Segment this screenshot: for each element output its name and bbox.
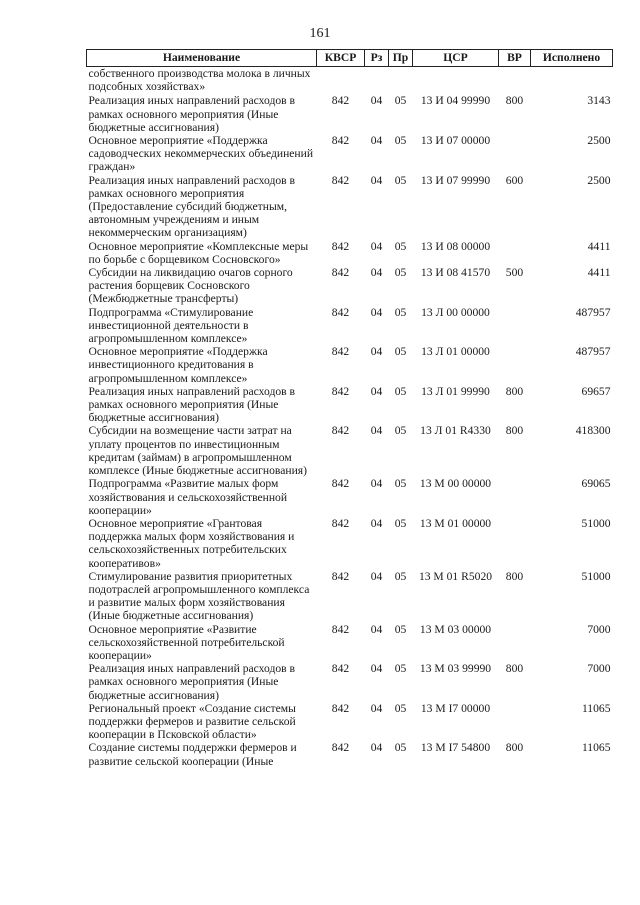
table-header (87, 50, 613, 67)
row-rz: 04 (370, 701, 383, 715)
row-name: Основное мероприятие «Грантовая поддержка малых форм хозяйствования и сельскохозяйственных потребительских кооперативов» (88, 516, 295, 570)
row-done: 4411 (587, 239, 611, 253)
row-done: 11065 (581, 741, 611, 755)
row-rz: 04 (370, 424, 383, 438)
row-name: Реализация иных направлений расходов в рамках основного мероприятия (Иные бюджетные ассигнования) (88, 384, 295, 425)
row-rz: 04 (370, 477, 383, 491)
row-done: 2500 (587, 134, 611, 148)
header-csr: ЦСР (413, 50, 499, 67)
row-name: Создание системы поддержки фермеров и развитие сельской кооперации (Иные (88, 741, 297, 768)
row-csr: 13 М 01 00000 (419, 516, 492, 530)
table-row (87, 174, 613, 240)
row-kvsr: 842 (331, 266, 350, 280)
row-done: 69065 (581, 477, 611, 491)
row-vr: 800 (505, 741, 524, 755)
row-csr: 13 М I7 00000 (420, 701, 491, 715)
table-row (87, 623, 613, 663)
row-pr: 05 (394, 662, 407, 676)
row-vr: 500 (505, 266, 524, 280)
row-vr: 600 (505, 173, 524, 187)
row-pr: 05 (394, 173, 407, 187)
row-vr (499, 306, 531, 346)
table-row (87, 94, 613, 134)
row-pr: 05 (394, 266, 407, 280)
row-pr: 05 (394, 134, 407, 148)
row-pr: 05 (394, 516, 407, 530)
table-row (87, 477, 613, 517)
row-vr: 800 (505, 569, 524, 583)
row-kvsr: 842 (331, 134, 350, 148)
row-done: 69657 (581, 384, 611, 398)
row-csr: 13 Л 00 00000 (421, 305, 490, 319)
row-csr: 13 Л 01 99990 (421, 384, 490, 398)
row-csr: 13 М 01 R5020 (418, 569, 493, 583)
row-kvsr: 842 (331, 173, 350, 187)
row-name: Основное мероприятие «Развитие сельскохозяйственной потребительской кооперации» (88, 622, 285, 662)
row-pr: 05 (394, 701, 407, 715)
row-pr: 05 (394, 305, 407, 319)
row-kvsr: 842 (331, 239, 350, 253)
row-kvsr: 842 (331, 662, 350, 676)
row-csr: 13 И 07 99990 (420, 173, 491, 187)
row-pr: 05 (394, 94, 407, 108)
row-kvsr: 842 (331, 516, 350, 530)
row-vr: 800 (505, 384, 524, 398)
row-name: Основное мероприятие «Поддержка садоводческих некоммерческих объединений граждан» (88, 134, 314, 174)
table-row (87, 67, 613, 95)
row-name: собственного производства молока в личных подсобных хозяйствах» (88, 67, 311, 94)
row-done: 487957 (575, 305, 611, 319)
row-done: 3143 (587, 94, 611, 108)
row-rz: 04 (370, 173, 383, 187)
row-csr: 13 И 08 00000 (420, 239, 491, 253)
page-number: 161 (309, 26, 331, 41)
row-csr: 13 Л 01 R4330 (420, 424, 491, 438)
row-kvsr (317, 67, 365, 95)
row-done: 2500 (587, 173, 611, 187)
table-row (87, 266, 613, 306)
table-row (87, 240, 613, 266)
row-vr: 800 (505, 94, 524, 108)
header-kvsr: КВСР (317, 50, 365, 67)
row-name: Подпрограмма «Развитие малых форм хозяйствования и сельскохозяйственной кооперации» (88, 477, 288, 517)
row-kvsr: 842 (331, 569, 350, 583)
table-row (87, 662, 613, 702)
row-done: 51000 (581, 569, 611, 583)
row-name: Подпрограмма «Стимулирование инвестиционной деятельности в агропромышленном комплексе» (88, 305, 254, 346)
row-name: Стимулирование развития приоритетных подотраслей агропромышленного комплекса и развитие малых форм хозяйствования (Иные бюджетные ассигнования) (88, 569, 310, 623)
header-vr: ВР (499, 50, 531, 67)
row-rz: 04 (370, 662, 383, 676)
row-pr: 05 (394, 622, 407, 636)
row-vr: 800 (505, 662, 524, 676)
row-pr: 05 (394, 345, 407, 359)
header-done: Исполнено (531, 50, 613, 67)
table-row (87, 385, 613, 425)
row-pr: 05 (394, 741, 407, 755)
row-rz: 04 (370, 266, 383, 280)
row-kvsr: 842 (331, 345, 350, 359)
row-done: 51000 (581, 516, 611, 530)
table-row (87, 424, 613, 477)
row-pr: 05 (394, 384, 407, 398)
row-csr: 13 М I7 54800 (420, 741, 491, 755)
row-vr (499, 623, 531, 663)
row-kvsr: 842 (331, 384, 350, 398)
row-csr: 13 М 00 00000 (419, 477, 492, 491)
row-vr (499, 67, 531, 95)
row-rz (365, 67, 389, 95)
table-row (87, 134, 613, 174)
row-rz: 04 (370, 345, 383, 359)
table-body (87, 67, 613, 768)
row-vr: 800 (505, 424, 524, 438)
row-kvsr: 842 (331, 424, 350, 438)
row-kvsr: 842 (331, 477, 350, 491)
row-vr (499, 134, 531, 174)
row-done: 487957 (575, 345, 611, 359)
row-name: Субсидии на ликвидацию очагов сорного растения борщевик Сосновского (Межбюджетные трансферты) (88, 266, 293, 306)
row-name: Реализация иных направлений расходов в рамках основного мероприятия (Иные бюджетные ассигнования) (88, 662, 295, 702)
row-csr: 13 М 03 00000 (419, 622, 492, 636)
header-rz: Рз (365, 50, 389, 67)
table-row (87, 345, 613, 385)
row-rz: 04 (370, 305, 383, 319)
row-rz: 04 (370, 239, 383, 253)
row-vr (499, 517, 531, 570)
row-name: Субсидии на возмещение части затрат на уплату процентов по инвестиционным кредитам (займам) в агропромышленном комплексе (Иные бюджетные ассигнования) (88, 424, 307, 478)
row-pr: 05 (394, 424, 407, 438)
row-name: Региональный проект «Создание системы поддержки фермеров и развитие сельской кооперации в Псковской области» (88, 701, 296, 742)
row-kvsr: 842 (331, 305, 350, 319)
row-kvsr: 842 (331, 741, 350, 755)
row-csr: 13 Л 01 00000 (421, 345, 490, 359)
header-pr: Пр (389, 50, 413, 67)
table-row (87, 306, 613, 346)
row-done: 4411 (587, 266, 611, 280)
row-rz: 04 (370, 134, 383, 148)
row-csr: 13 И 04 99990 (420, 94, 491, 108)
row-done: 7000 (587, 622, 611, 636)
row-done (531, 67, 613, 95)
row-csr: 13 М 03 99990 (419, 662, 492, 676)
row-rz: 04 (370, 622, 383, 636)
table-row (87, 570, 613, 623)
row-done: 7000 (587, 662, 611, 676)
row-done: 418300 (575, 424, 611, 438)
row-pr: 05 (394, 477, 407, 491)
table-row (87, 702, 613, 742)
row-rz: 04 (370, 516, 383, 530)
row-name: Основное мероприятие «Поддержка инвестиционного кредитования в агропромышленном комплексе» (88, 345, 268, 385)
row-rz: 04 (370, 384, 383, 398)
row-pr: 05 (394, 239, 407, 253)
header-name: Наименование (87, 50, 317, 67)
table-row (87, 517, 613, 570)
row-rz: 04 (370, 94, 383, 108)
row-name: Основное мероприятие «Комплексные меры по борьбе с борщевиком Сосновского» (88, 239, 309, 266)
row-csr: 13 И 08 41570 (420, 266, 491, 280)
row-rz: 04 (370, 741, 383, 755)
table-row (87, 741, 613, 767)
row-vr (499, 345, 531, 385)
row-kvsr: 842 (331, 94, 350, 108)
row-vr (499, 240, 531, 266)
row-csr: 13 И 07 00000 (420, 134, 491, 148)
row-done: 11065 (581, 701, 611, 715)
row-vr (499, 702, 531, 742)
row-name: Реализация иных направлений расходов в рамках основного мероприятия (Иные бюджетные ассигнования) (88, 94, 295, 134)
row-pr: 05 (394, 569, 407, 583)
row-vr (499, 477, 531, 517)
row-csr (413, 67, 499, 95)
row-rz: 04 (370, 569, 383, 583)
row-pr (389, 67, 413, 95)
row-kvsr: 842 (331, 622, 350, 636)
row-kvsr: 842 (331, 701, 350, 715)
row-name: Реализация иных направлений расходов в рамках основного мероприятия (Предоставление субсидий бюджетным, автономным учреждениям и иным некоммерческим организациям) (88, 173, 295, 240)
budget-table (86, 49, 613, 768)
